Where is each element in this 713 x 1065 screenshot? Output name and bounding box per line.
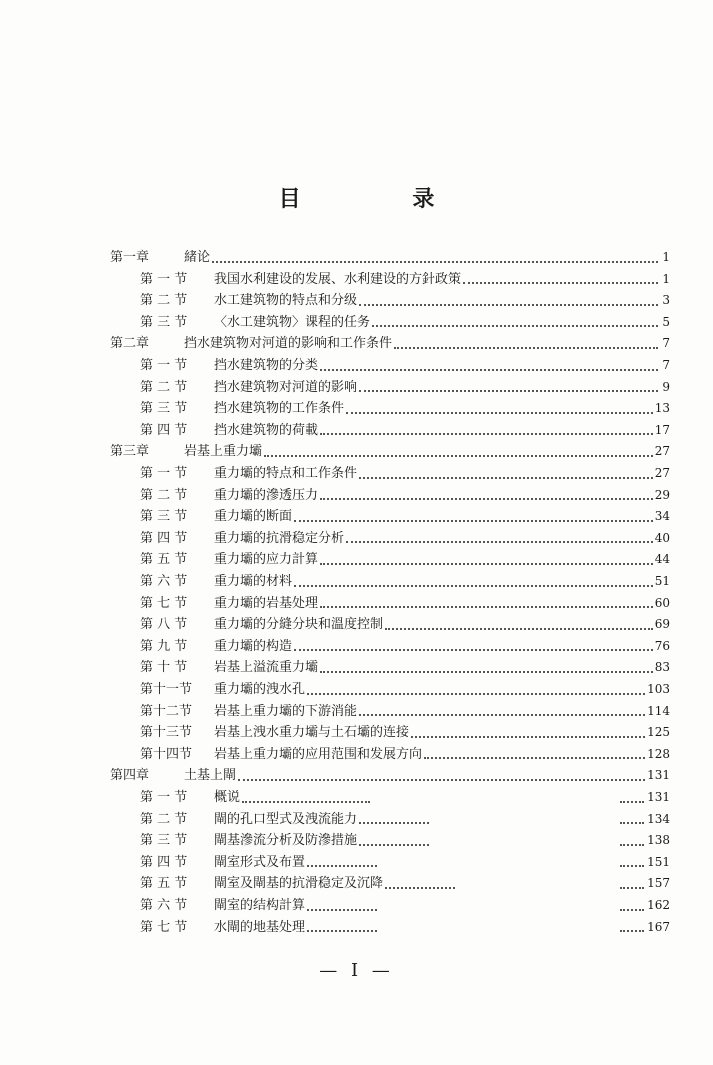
toc-page-number: 9 bbox=[662, 379, 670, 394]
toc-entry-label: 第 五 节 bbox=[140, 552, 188, 568]
dot-leader bbox=[359, 822, 429, 824]
toc-page-number: 114 bbox=[647, 703, 670, 718]
toc-page-number: 60 bbox=[654, 595, 670, 610]
toc-page-number: 131 bbox=[647, 790, 670, 804]
dot-leader bbox=[320, 671, 653, 673]
dot-leader bbox=[294, 585, 653, 587]
toc-section-row bbox=[140, 291, 670, 310]
toc-page-number: 167 bbox=[647, 919, 670, 934]
dot-leader bbox=[359, 477, 653, 479]
toc-entry-label: 第 八 节 bbox=[140, 617, 188, 633]
toc-entry-title: 重力壩的抗滑稳定分析 bbox=[214, 530, 345, 546]
toc-entry-label: 第 四 节 bbox=[140, 530, 188, 546]
dot-leader bbox=[372, 325, 658, 327]
toc-entry-label: 第 二 节 bbox=[140, 487, 188, 503]
dot-leader bbox=[307, 930, 377, 932]
dot-leader bbox=[359, 844, 429, 846]
toc-page-number: 7 bbox=[662, 358, 670, 372]
toc-section-row bbox=[140, 356, 670, 375]
toc-entry-label: 第 二 节 bbox=[140, 811, 188, 827]
toc-entry-title: 重力壩的特点和工作条件 bbox=[214, 466, 358, 481]
toc-entry-title: 緒论 bbox=[184, 250, 211, 265]
toc-entry-title: 挡水建筑物的分类 bbox=[214, 358, 319, 373]
toc-section-row bbox=[140, 594, 670, 613]
toc-section-row bbox=[140, 464, 670, 483]
dot-leader bbox=[320, 563, 653, 565]
toc-page-number: 7 bbox=[662, 336, 670, 351]
dot-leader bbox=[385, 887, 455, 889]
toc-page-number: 103 bbox=[647, 682, 670, 696]
toc-entry-label: 第 九 节 bbox=[140, 638, 188, 654]
dot-leader bbox=[264, 455, 653, 457]
toc-entry-title: 概说 bbox=[214, 790, 241, 805]
dot-leader bbox=[411, 736, 645, 738]
toc-page-number: 125 bbox=[647, 725, 670, 740]
toc-entry-title: 土基上閘 bbox=[184, 768, 237, 784]
toc-page-number: 69 bbox=[654, 617, 670, 632]
toc-section-row bbox=[140, 896, 670, 915]
toc-page-number: 83 bbox=[654, 660, 670, 675]
toc-entry-title: 重力壩的材料 bbox=[214, 574, 293, 589]
toc-page-number: 138 bbox=[647, 833, 670, 848]
toc-section-row bbox=[140, 421, 670, 440]
toc-entry-label: 第 三 节 bbox=[140, 833, 188, 849]
toc-section-row bbox=[140, 723, 670, 742]
toc-entry-label: 第 一 节 bbox=[140, 358, 188, 373]
dot-leader-tail bbox=[620, 801, 644, 803]
toc-entry-title: 〈水工建筑物〉课程的任务 bbox=[214, 314, 371, 330]
page-title: 目 录 bbox=[278, 186, 487, 212]
toc-page-number: 134 bbox=[647, 811, 670, 826]
toc-section-row bbox=[140, 853, 670, 872]
toc-section-row bbox=[140, 313, 670, 332]
dot-leader bbox=[320, 498, 653, 500]
toc-entry-title: 岩基上重力壩 bbox=[184, 444, 263, 460]
toc-chapter-row bbox=[110, 442, 670, 461]
dot-leader bbox=[294, 520, 653, 522]
toc-entry-title: 重力壩的洩水孔 bbox=[214, 682, 306, 697]
toc-page-number: 3 bbox=[662, 293, 670, 308]
dot-leader bbox=[320, 369, 658, 371]
page-number-footer: — I — bbox=[319, 960, 394, 981]
toc-entry-label: 第 一 节 bbox=[140, 790, 188, 805]
dot-leader-tail bbox=[620, 909, 644, 911]
toc-entry-title: 重力壩的滲透压力 bbox=[214, 487, 319, 503]
toc-entry-title: 重力壩的分縫分块和溫度控制 bbox=[214, 617, 384, 633]
toc-chapter-row bbox=[110, 334, 670, 353]
toc-entry-label: 第十三节 bbox=[140, 725, 193, 741]
dot-leader bbox=[424, 757, 645, 759]
toc-section-row bbox=[140, 810, 670, 829]
toc-entry-title: 我国水利建设的发展、水利建设的方針政策 bbox=[214, 271, 462, 287]
toc-entry-title: 挡水建筑物的荷載 bbox=[214, 422, 319, 438]
toc-section-row bbox=[140, 874, 670, 893]
dot-leader bbox=[346, 541, 653, 543]
toc-page-number: 13 bbox=[654, 401, 670, 416]
toc-section-row bbox=[140, 658, 670, 677]
toc-section-row bbox=[140, 550, 670, 569]
dot-leader-tail bbox=[620, 930, 644, 932]
dot-leader bbox=[320, 433, 653, 435]
dot-leader bbox=[394, 347, 658, 349]
dot-leader bbox=[320, 606, 653, 608]
toc-entry-title: 重力壩的构造 bbox=[214, 638, 293, 654]
toc-entry-label: 第十一节 bbox=[140, 682, 193, 697]
toc-entry-title: 閘室形式及布置 bbox=[214, 854, 306, 870]
toc-chapter-row bbox=[110, 766, 670, 785]
dot-leader-tail bbox=[620, 887, 644, 889]
toc-chapter-row bbox=[110, 248, 670, 267]
toc-page-number: 27 bbox=[654, 466, 670, 480]
dot-leader bbox=[359, 714, 645, 716]
toc-entry-title: 重力壩的应力計算 bbox=[214, 552, 319, 568]
toc-page-number: 5 bbox=[662, 314, 670, 329]
toc-entry-label: 第三章 bbox=[110, 444, 150, 460]
dot-leader-tail bbox=[620, 865, 644, 867]
toc-page-number: 162 bbox=[647, 898, 670, 912]
toc-page-number: 27 bbox=[654, 444, 670, 459]
toc-entry-label: 第二章 bbox=[110, 336, 150, 352]
dot-leader bbox=[463, 282, 658, 284]
toc-entry-label: 第 七 节 bbox=[140, 919, 188, 935]
toc-entry-title: 閘基滲流分析及防滲措施 bbox=[214, 833, 358, 849]
dot-leader-tail bbox=[620, 822, 644, 824]
toc-page-number: 128 bbox=[647, 746, 670, 761]
toc-entry-label: 第十二节 bbox=[140, 703, 193, 719]
toc-entry-label: 第 二 节 bbox=[140, 379, 188, 395]
toc-entry-title: 重力壩的岩基处理 bbox=[214, 595, 319, 611]
toc-page-number: 44 bbox=[654, 552, 670, 567]
toc-section-row bbox=[140, 745, 670, 764]
toc-page-number: 76 bbox=[654, 638, 670, 653]
toc-entry-title: 挡水建筑物对河道的影响和工作条件 bbox=[184, 336, 393, 352]
toc-entry-label: 第 六 节 bbox=[140, 574, 188, 589]
toc-entry-title: 挡水建筑物对河道的影响 bbox=[214, 379, 358, 395]
toc-entry-label: 第 二 节 bbox=[140, 293, 188, 309]
toc-entry-label: 第 三 节 bbox=[140, 509, 188, 525]
toc-section-row bbox=[140, 702, 670, 721]
dot-leader bbox=[212, 261, 658, 263]
toc-section-row bbox=[140, 572, 670, 591]
toc-page-number: 1 bbox=[662, 250, 670, 264]
toc-page-number: 29 bbox=[654, 487, 670, 502]
toc-entry-title: 岩基上溢流重力壩 bbox=[214, 660, 319, 676]
dot-leader bbox=[385, 628, 653, 630]
toc-entry-title: 水閘的地基处理 bbox=[214, 919, 306, 935]
toc-entry-title: 挡水建筑物的工作条件 bbox=[214, 401, 345, 417]
toc-entry-label: 第 六 节 bbox=[140, 898, 188, 913]
toc-entry-label: 第一章 bbox=[110, 250, 150, 265]
toc-section-row bbox=[140, 637, 670, 656]
toc-section-row bbox=[140, 615, 670, 634]
toc-entry-title: 閘的孔口型式及洩流能力 bbox=[214, 811, 358, 827]
toc-page-number: 34 bbox=[654, 509, 670, 524]
dot-leader bbox=[359, 304, 658, 306]
toc-section-row bbox=[140, 831, 670, 850]
toc-page-number: 151 bbox=[647, 854, 670, 869]
toc-entry-label: 第十四节 bbox=[140, 746, 193, 762]
dot-leader bbox=[307, 693, 645, 695]
toc-entry-label: 第 三 节 bbox=[140, 314, 188, 330]
toc-entry-title: 岩基上重力壩的下游消能 bbox=[214, 703, 358, 719]
toc-entry-title: 重力壩的断面 bbox=[214, 509, 293, 525]
toc-section-row bbox=[140, 507, 670, 526]
toc-section-row bbox=[140, 399, 670, 418]
dot-leader bbox=[346, 412, 653, 414]
toc-entry-title: 閘室的结构計算 bbox=[214, 898, 306, 913]
toc-entry-label: 第 一 节 bbox=[140, 466, 188, 481]
toc-entry-title: 閘室及閘基的抗滑稳定及沉降 bbox=[214, 876, 384, 892]
toc-page-number: 40 bbox=[654, 530, 670, 545]
toc-entry-title: 水工建筑物的特点和分级 bbox=[214, 293, 358, 309]
toc-entry-label: 第 四 节 bbox=[140, 854, 188, 870]
toc-page-number: 51 bbox=[654, 574, 670, 588]
toc-section-row bbox=[140, 918, 670, 937]
dot-leader bbox=[307, 865, 377, 867]
toc-entry-label: 第 四 节 bbox=[140, 422, 188, 438]
toc-section-row bbox=[140, 529, 670, 548]
toc-entry-label: 第 七 节 bbox=[140, 595, 188, 611]
toc-entry-title: 岩基上重力壩的应用范围和发展方向 bbox=[214, 746, 423, 762]
dot-leader bbox=[307, 909, 377, 911]
toc-section-row bbox=[140, 788, 670, 807]
toc-section-row bbox=[140, 680, 670, 699]
toc-section-row bbox=[140, 378, 670, 397]
toc-page-number: 1 bbox=[662, 271, 670, 286]
dot-leader-tail bbox=[620, 844, 644, 846]
toc-entry-label: 第四章 bbox=[110, 768, 150, 784]
dot-leader bbox=[238, 779, 645, 781]
toc-page-number: 17 bbox=[654, 422, 670, 437]
dot-leader bbox=[294, 649, 653, 651]
toc-entry-label: 第 三 节 bbox=[140, 401, 188, 417]
toc-entry-label: 第 一 节 bbox=[140, 271, 188, 287]
toc-page-number: 157 bbox=[647, 876, 670, 891]
toc-entry-label: 第 五 节 bbox=[140, 876, 188, 892]
toc-section-row bbox=[140, 270, 670, 289]
toc-section-row bbox=[140, 486, 670, 505]
dot-leader bbox=[242, 801, 370, 803]
toc-entry-title: 岩基上洩水重力壩与土石壩的连接 bbox=[214, 725, 410, 741]
dot-leader bbox=[359, 390, 658, 392]
toc-page-number: 131 bbox=[647, 768, 670, 783]
toc-entry-label: 第 十 节 bbox=[140, 660, 188, 676]
